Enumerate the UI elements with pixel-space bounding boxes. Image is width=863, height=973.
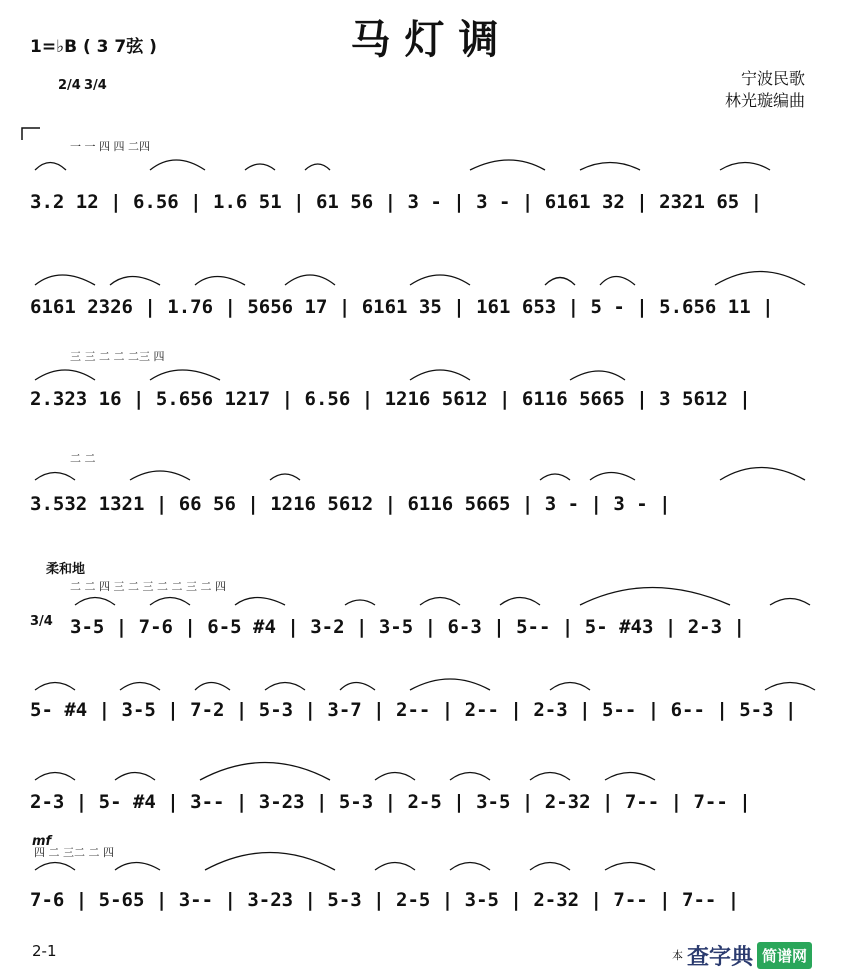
row-8-fingering: 四 二 三二 二 四 xyxy=(34,846,114,859)
row-2-notes: 6161 2326 | 1.76 | 5656 17 | 6161 35 | 161 653 | 5 - | 5.656 11 | xyxy=(30,296,774,318)
row-1-notes: 3.2 12 | 6.56 | 1.6 51 | 61 56 | 3 - | 3 - | 6161 32 | 2321 65 | xyxy=(30,191,763,213)
slur-arcs xyxy=(35,160,815,870)
row-3-notes: 2.323 16 | 5.656 1217 | 6.56 | 1216 5612 | 6116 5665 | 3 5612 | xyxy=(30,388,751,410)
watermark-logo: 查字典 xyxy=(687,944,754,970)
watermark[interactable] xyxy=(672,940,812,970)
origin-credit: 宁波民歌 xyxy=(740,69,805,88)
page-number: 2-1 xyxy=(32,942,57,960)
row-7-notes: 2-3 | 5- #4 | 3-- | 3-23 | 5-3 | 2-5 | 3-5 | 2-32 | 7-- | 7-- | xyxy=(30,791,751,813)
arranger-credit: 林光璇编曲 xyxy=(724,91,805,110)
repeat-bracket xyxy=(22,128,40,140)
row-4-notes: 3.532 1321 | 66 56 | 1216 5612 | 6116 5665 | 3 - | 3 - | xyxy=(30,493,671,515)
key-signature: 1=♭B ( 3 7弦 ) xyxy=(30,37,157,57)
time-signature-2: 3/4 xyxy=(84,78,107,93)
row-6-notes: 5- #4 | 3-5 | 7-2 | 5-3 | 3-7 | 2-- | 2-- | 2-3 | 5-- | 6-- | 5-3 | xyxy=(30,699,797,721)
dynamic-marking: mf xyxy=(32,834,52,849)
row-3-fingering: 三 三 二 二 二三 四 xyxy=(70,350,165,363)
expression-soft: 柔和地 xyxy=(46,562,86,577)
row-5-notes: 3-5 | 7-6 | 6-5 #4 | 3-2 | 3-5 | 6-3 | 5-- | 5- #43 | 2-3 | xyxy=(70,616,745,638)
page-title: 马灯调 xyxy=(350,16,513,63)
row-5-fingering: 二 二 四 三 二 三 二 二 三 二 四 xyxy=(70,580,226,593)
row-4-fingering: 二 二 xyxy=(70,452,96,465)
row-1-fingering: 一 一 四 四 二四 xyxy=(70,140,150,153)
watermark-tag: 简谱网 xyxy=(757,942,812,969)
time-signature-1: 2/4 xyxy=(58,78,81,93)
time-change: 3/4 xyxy=(30,614,53,629)
watermark-prefix: 本 xyxy=(672,949,683,962)
row-8-notes: 7-6 | 5-65 | 3-- | 3-23 | 5-3 | 2-5 | 3-5 | 2-32 | 7-- | 7-- | xyxy=(30,889,740,911)
